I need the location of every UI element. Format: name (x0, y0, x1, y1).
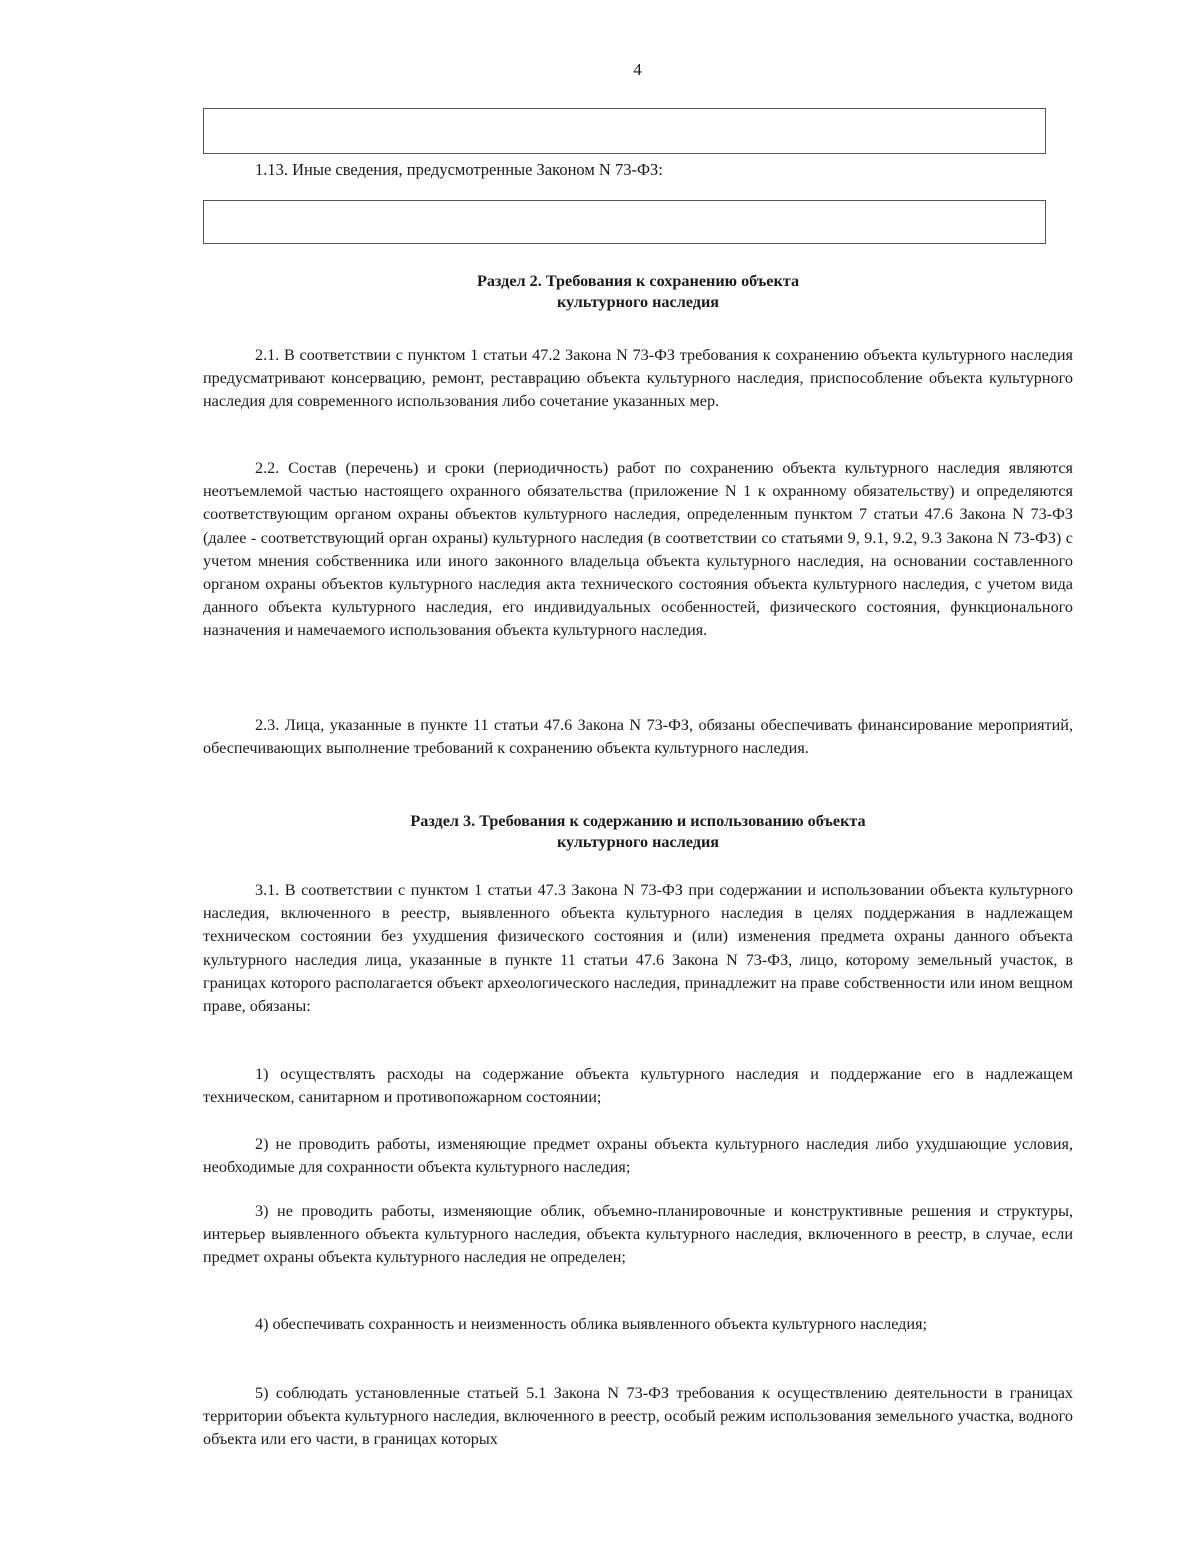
section-heading-line: Раздел 3. Требования к содержанию и использованию объекта (410, 812, 866, 830)
paragraph-text: 3.1. В соответствии с пунктом 1 статьи 47.3 Закона N 73-ФЗ при содержании и использовании объекта культурного наследия, включенного в реестр, выявленного объекта культурного наследия в целях поддержания в надлежащем техническом состоянии без ухудшения физического состояния и (или) изменения предмета охраны данного объекта культурного наследия лица, указанные в пункте 11 статьи 47.6 Закона N 73-ФЗ, лицо, которому земельный участок, в границах которого располагается объект археологического наследия, принадлежит на праве собственности или ином вещном праве, обязаны: (203, 881, 1073, 1016)
list-item (203, 1200, 1073, 1270)
section-heading-line: культурного наследия (556, 833, 720, 851)
paragraph-text: 2.3. Лица, указанные в пункте 11 статьи 47.6 Закона N 73-ФЗ, обязаны обеспечивать финансирование мероприятий, обеспечивающих выполнение требований к сохранению объекта культурного наследия. (203, 716, 1073, 758)
page-number: 4 (633, 60, 642, 79)
section-3-heading (203, 811, 1073, 853)
paragraph-text: 2.1. В соответствии с пунктом 1 статьи 47.2 Закона N 73-ФЗ требования к сохранению объекта культурного наследия предусматривают консервацию, ремонт, реставрацию объекта культурного наследия, приспособление объекта культурного наследия для современного использования либо сочетание указанных мер. (203, 346, 1073, 411)
paragraph-2-2 (203, 457, 1073, 643)
empty-field-box (203, 108, 1046, 154)
section-2-heading (203, 271, 1073, 313)
paragraph-text: 2.2. Состав (перечень) и сроки (периодичность) работ по сохранению объекта культурного наследия являются неотъемлемой частью настоящего охранного обязательства (приложение N 1 к охранному обязательству) и определяются соответствующим органом охраны объектов культурного наследия, определенным пунктом 7 статьи 47.6 Закона N 73-ФЗ (далее - соответствующий орган охраны) культурного наследия (в соответствии со статьями 9, 9.1, 9.2, 9.3 Закона N 73-ФЗ) с учетом мнения собственника или иного законного владельца объекта культурного наследия, на основании составленного органом охраны объектов культурного наследия акта технического состояния объекта культурного наследия, с учетом вида данного объекта культурного наследия, его индивидуальных особенностей, физического состояния, функционального назначения и намечаемого использования объекта культурного наследия. (203, 459, 1073, 640)
list-item (203, 1382, 1073, 1452)
list-item (203, 1063, 1073, 1109)
list-item-text: 2) не проводить работы, изменяющие предмет охраны объекта культурного наследия либо ухудшающие условия, необходимые для сохранности объекта культурного наследия; (203, 1135, 1073, 1177)
list-item-text: 1) осуществлять расходы на содержание объекта культурного наследия и поддержание его в надлежащем техническом, санитарном и противопожарном состоянии; (203, 1065, 1073, 1107)
paragraph-3-1 (203, 879, 1073, 1018)
list-item-text: 3) не проводить работы, изменяющие облик, объемно-планировочные и конструктивные решения и структуры, интерьер выявленного объекта культурного наследия, объекта культурного наследия, включенного в реестр, в случае, если предмет охраны объекта культурного наследия не определен; (203, 1202, 1073, 1267)
paragraph-2-3 (203, 714, 1073, 760)
section-heading-line: Раздел 2. Требования к сохранению объекта (476, 272, 800, 290)
list-item-text: 4) обеспечивать сохранность и неизменность облика выявленного объекта культурного наследия; (255, 1315, 928, 1333)
list-item-text: 5) соблюдать установленные статьей 5.1 Закона N 73-ФЗ требования к осуществлению деятельности в границах территории объекта культурного наследия, включенного в реестр, особый режим использования земельного участка, водного объекта или его части, в границах которых (203, 1384, 1073, 1449)
list-item (203, 1313, 1073, 1336)
section-heading-line: культурного наследия (556, 293, 720, 311)
empty-field-box (203, 200, 1046, 244)
item-1-13-label: 1.13. Иные сведения, предусмотренные Законом N 73-ФЗ: (255, 160, 663, 179)
list-item (203, 1133, 1073, 1179)
paragraph-2-1 (203, 344, 1073, 414)
